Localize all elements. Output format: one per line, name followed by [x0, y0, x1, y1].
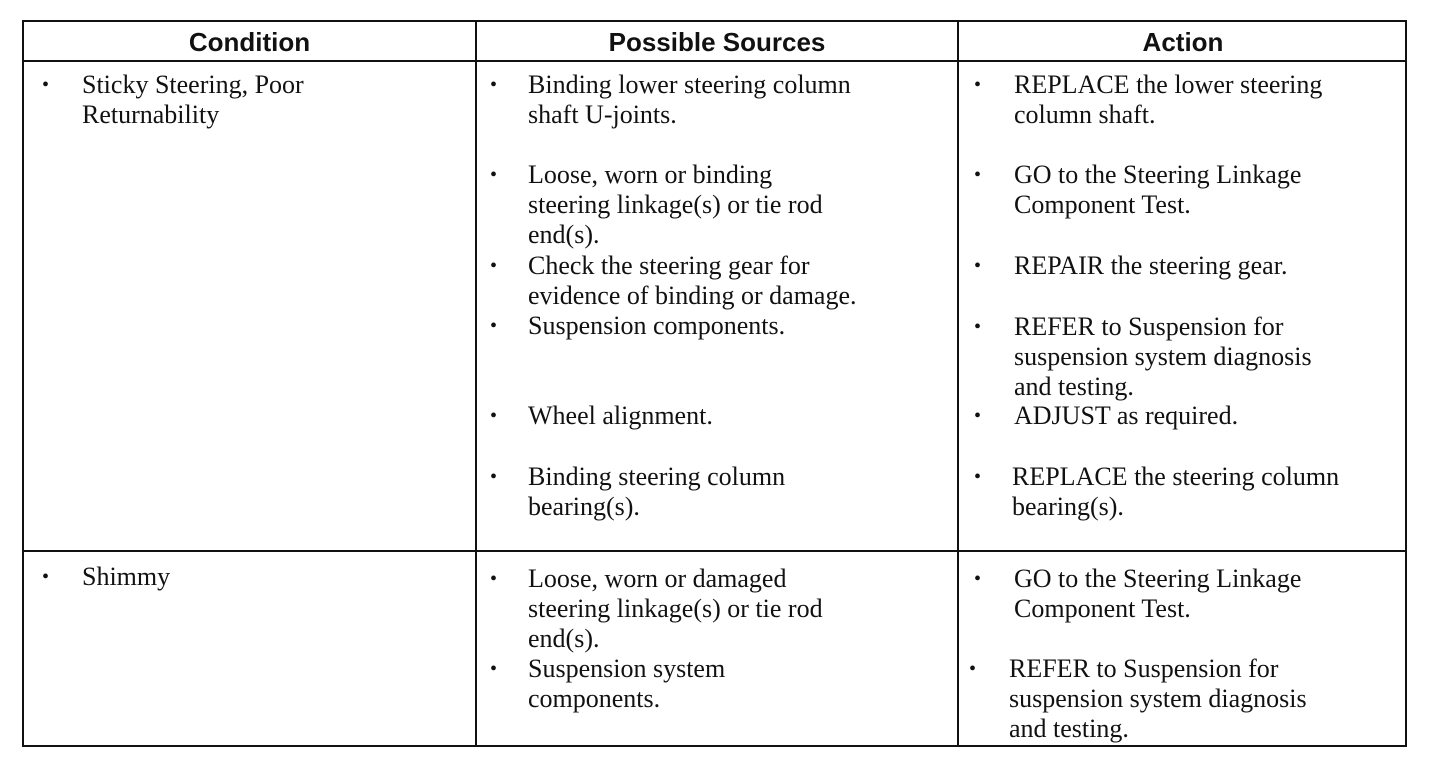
source-item — [490, 401, 713, 431]
row-divider — [24, 550, 1405, 552]
source-text: Binding lower steering column shaft U-joints. — [528, 70, 851, 129]
action-text: REFER to Suspension for suspension system diagnosis and testing. — [1014, 312, 1312, 401]
bullet-icon: • — [490, 466, 498, 488]
column-divider — [475, 22, 477, 745]
bullet-icon: • — [490, 315, 498, 337]
bullet-icon: • — [969, 658, 977, 680]
bullet-icon: • — [490, 164, 498, 186]
bullet-icon: • — [974, 316, 982, 338]
action-item — [974, 312, 1312, 402]
bullet-icon: • — [42, 74, 50, 96]
action-text: REPAIR the steering gear. — [1014, 251, 1288, 280]
bullet-icon: • — [974, 164, 982, 186]
action-text: REPLACE the lower steering column shaft. — [1014, 70, 1323, 129]
header-condition: Condition — [188, 26, 311, 57]
action-text: GO to the Steering Linkage Component Test. — [1014, 564, 1302, 623]
condition-text: Shimmy — [82, 562, 171, 591]
action-item — [974, 401, 1238, 431]
bullet-icon: • — [490, 255, 498, 277]
bullet-icon: • — [42, 566, 50, 588]
action-item — [974, 564, 1301, 624]
action-item — [969, 654, 1307, 744]
source-text: Suspension system components. — [528, 654, 726, 713]
action-item — [974, 70, 1322, 130]
source-item — [490, 311, 785, 341]
source-item — [490, 251, 857, 311]
bullet-icon: • — [974, 74, 982, 96]
source-text: Binding steering column bearing(s). — [528, 462, 786, 521]
bullet-icon: • — [974, 568, 982, 590]
source-text: Wheel alignment. — [528, 401, 713, 430]
source-text: Loose, worn or damaged steering linkage(s) or tie rod end(s). — [528, 564, 823, 653]
bullet-icon: • — [490, 405, 498, 427]
bullet-icon: • — [490, 74, 498, 96]
bullet-icon: • — [490, 658, 498, 680]
condition-cell — [42, 562, 170, 592]
bullet-icon: • — [974, 405, 982, 427]
source-item — [490, 564, 823, 654]
source-text: Loose, worn or binding steering linkage(s) or tie rod end(s). — [528, 160, 823, 249]
diagnosis-table — [22, 20, 1407, 747]
header-action: Action — [1142, 26, 1224, 57]
source-item — [490, 654, 725, 714]
action-text: GO to the Steering Linkage Component Test. — [1014, 160, 1302, 219]
condition-text: Sticky Steering, Poor Returnability — [82, 70, 304, 129]
source-text: Suspension components. — [528, 311, 786, 340]
bullet-icon: • — [974, 466, 982, 488]
action-text: REPLACE the steering column bearing(s). — [1012, 462, 1340, 521]
bullet-icon: • — [490, 568, 498, 590]
action-text: ADJUST as required. — [1014, 401, 1239, 430]
source-item — [490, 160, 823, 250]
source-item — [490, 462, 785, 522]
source-item — [490, 70, 851, 130]
action-item — [974, 251, 1287, 281]
action-text: REFER to Suspension for suspension system diagnosis and testing. — [1009, 654, 1307, 743]
header-possible-sources: Possible Sources — [608, 26, 826, 57]
action-item — [974, 462, 1339, 522]
bullet-icon: • — [974, 255, 982, 277]
source-text: Check the steering gear for evidence of binding or damage. — [528, 251, 857, 310]
condition-cell — [42, 70, 304, 130]
column-divider — [957, 22, 959, 745]
action-item — [974, 160, 1301, 220]
